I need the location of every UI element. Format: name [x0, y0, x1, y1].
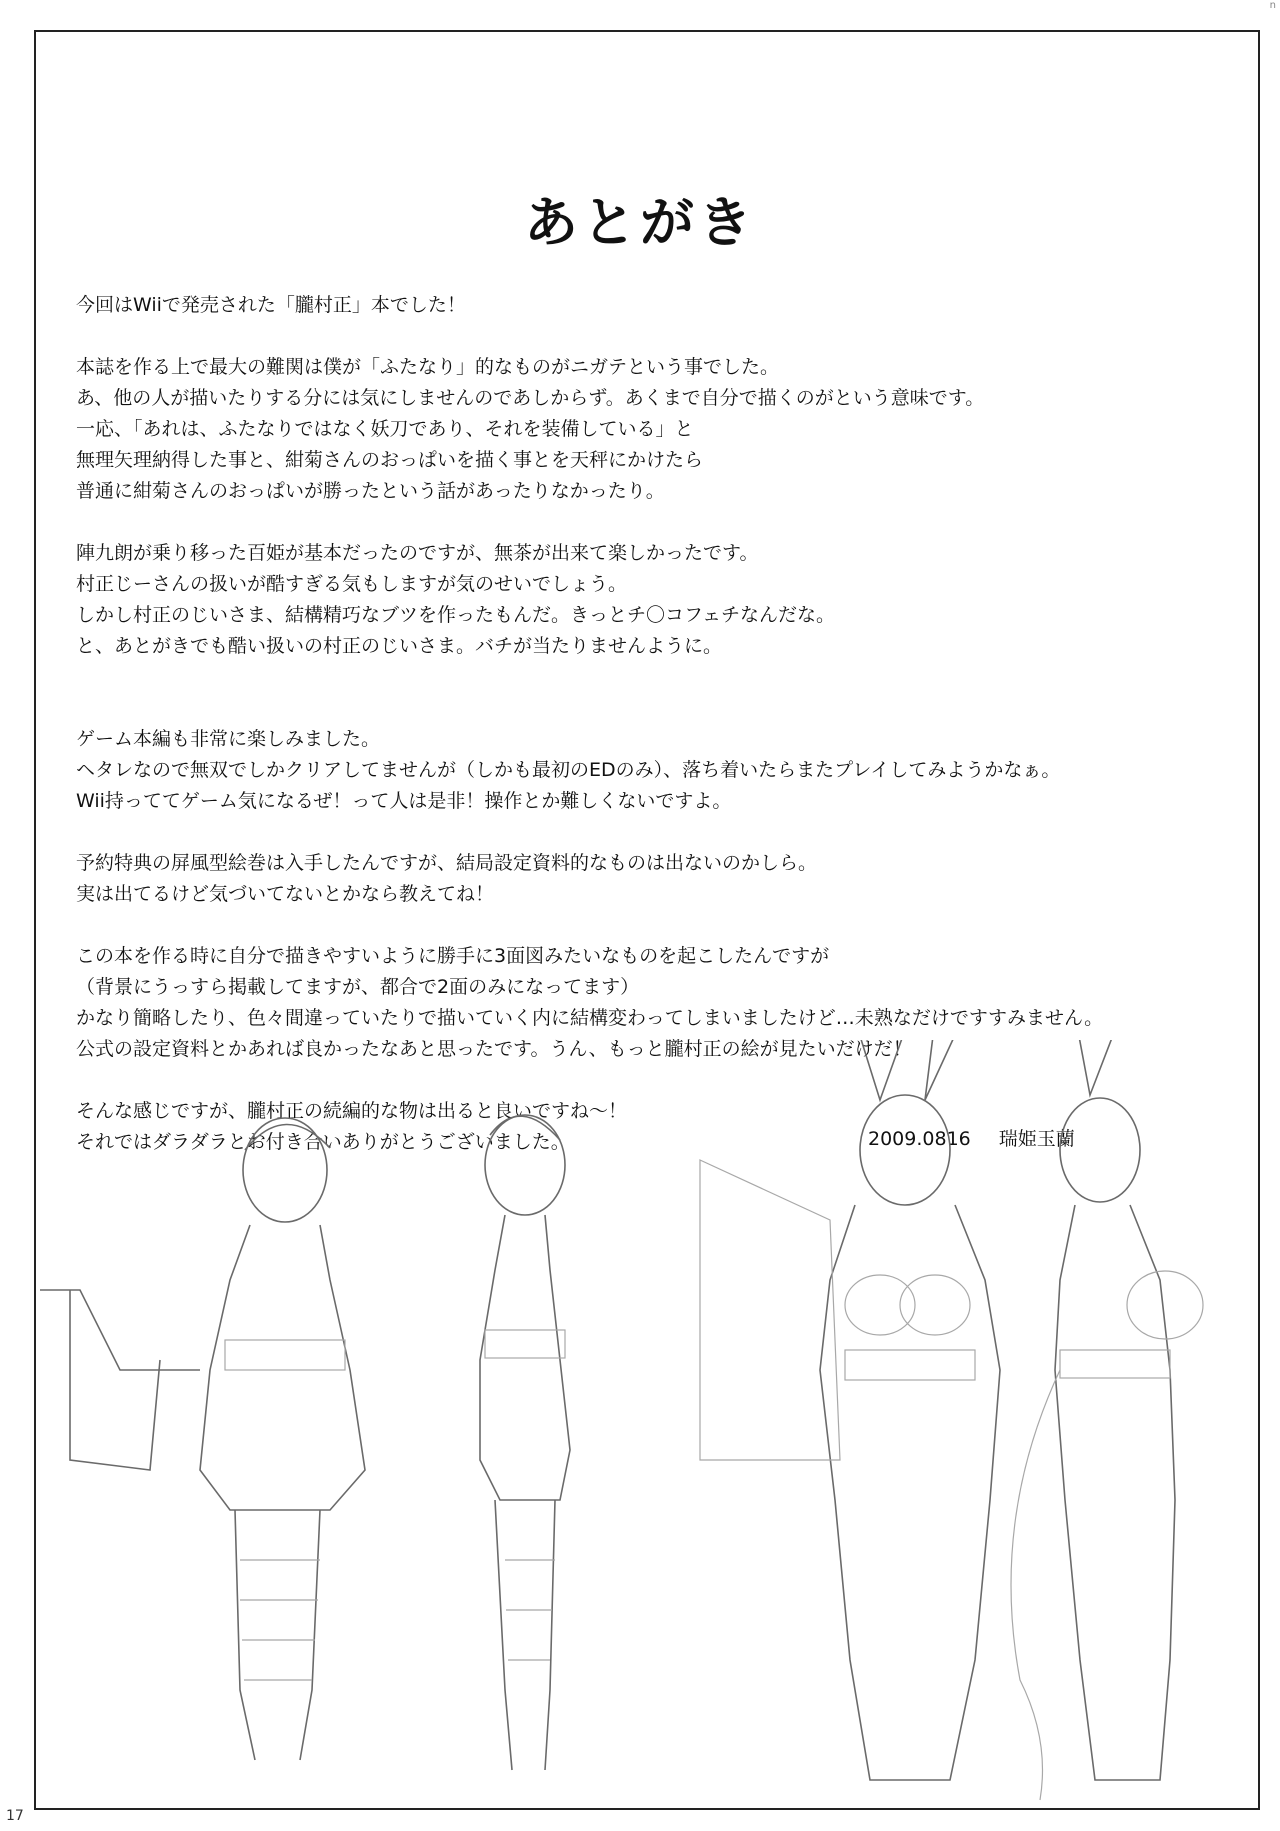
signature-author: 瑞姫玉蘭: [998, 1128, 1075, 1150]
text-line: 今回はWiiで発売された「朧村正」本でした！: [76, 294, 466, 316]
text-line: ゲーム本編も非常に楽しみました。: [76, 728, 381, 750]
text-line: 普通に紺菊さんのおっぱいが勝ったという話があったりなかったり。: [76, 480, 665, 502]
paragraph-1: [76, 290, 1226, 321]
sketch-figure-1: [40, 1118, 365, 1760]
page-title: あとがき: [524, 191, 756, 254]
sketch-figure-4: [1011, 1040, 1203, 1800]
text-line: 公式の設定資料とかあれば良かったなあと思ったです。うん、もっと朧村正の絵が見たいだけだ！: [76, 1038, 912, 1060]
text-line: ヘタレなので無双でしかクリアしてませんが（しかも最初のEDのみ）、落ち着いたらまたプレイしてみようかなぁ。: [76, 759, 1061, 781]
text-line: そんな感じですが、朧村正の続編的な物は出ると良いですね～！: [76, 1100, 628, 1122]
text-line: 予約特典の屏風型絵巻は入手したんですが、結局設定資料的なものは出ないのかしら。: [76, 852, 818, 874]
text-line: かなり簡略したり、色々間違っていたりで描いていく内に結構変わってしまいましたけど…未熟なだけですすみません。: [76, 1007, 1104, 1029]
text-line: 無理矢理納得した事と、紺菊さんのおっぱいを描く事とを天秤にかけたら: [76, 449, 704, 471]
text-line: 本誌を作る上で最大の難関は僕が「ふたなり」的なものがニガテという事でした。: [76, 356, 780, 378]
text-line: 村正じーさんの扱いが酷すぎる気もしますが気のせいでしょう。: [76, 573, 628, 595]
paragraph-2: [76, 352, 1226, 507]
paragraph-4: [76, 724, 1226, 817]
sketch-figure-3: [700, 1040, 1000, 1780]
paragraph-3: [76, 538, 1226, 662]
text-line: この本を作る時に自分で描きやすいように勝手に3面図みたいなものを起こしたんですが: [76, 945, 830, 967]
text-line: 一応、「あれは、ふたなりではなく妖刀であり、それを装備している」と: [76, 418, 694, 440]
text-line: しかし村正のじいさま、結構精巧なブツを作ったもんだ。きっとチ〇コフェチなんだな。: [76, 604, 836, 626]
text-line: 陣九朗が乗り移った百姫が基本だったのですが、無茶が出来て楽しかったです。: [76, 542, 759, 564]
text-line: （背景にうっすら掲載してますが、都合で2面のみになってます）: [76, 976, 640, 998]
text-line: あ、他の人が描いたりする分には気にしませんのであしからず。あくまで自分で描くのがという意味です。: [76, 387, 985, 409]
paragraph-5: [76, 848, 1226, 910]
text-line: と、あとがきでも酷い扱いの村正のじいさま。バチが当たりませんように。: [76, 635, 723, 657]
character-reference-sketch-icon: [0, 1040, 1280, 1820]
signature-date: 2009.0816: [868, 1128, 971, 1150]
page-number: 17: [6, 1808, 24, 1824]
sketch-figure-2: [480, 1115, 570, 1770]
corner-mark: n: [1269, 0, 1276, 11]
text-line: Wii持っててゲーム気になるぜ！って人は是非！操作とか難しくないですよ。: [76, 790, 732, 812]
text-line: 実は出てるけど気づいてないとかなら教えてね！: [76, 883, 495, 905]
text-line: それではダラダラとお付き合いありがとうございました。: [76, 1131, 570, 1153]
